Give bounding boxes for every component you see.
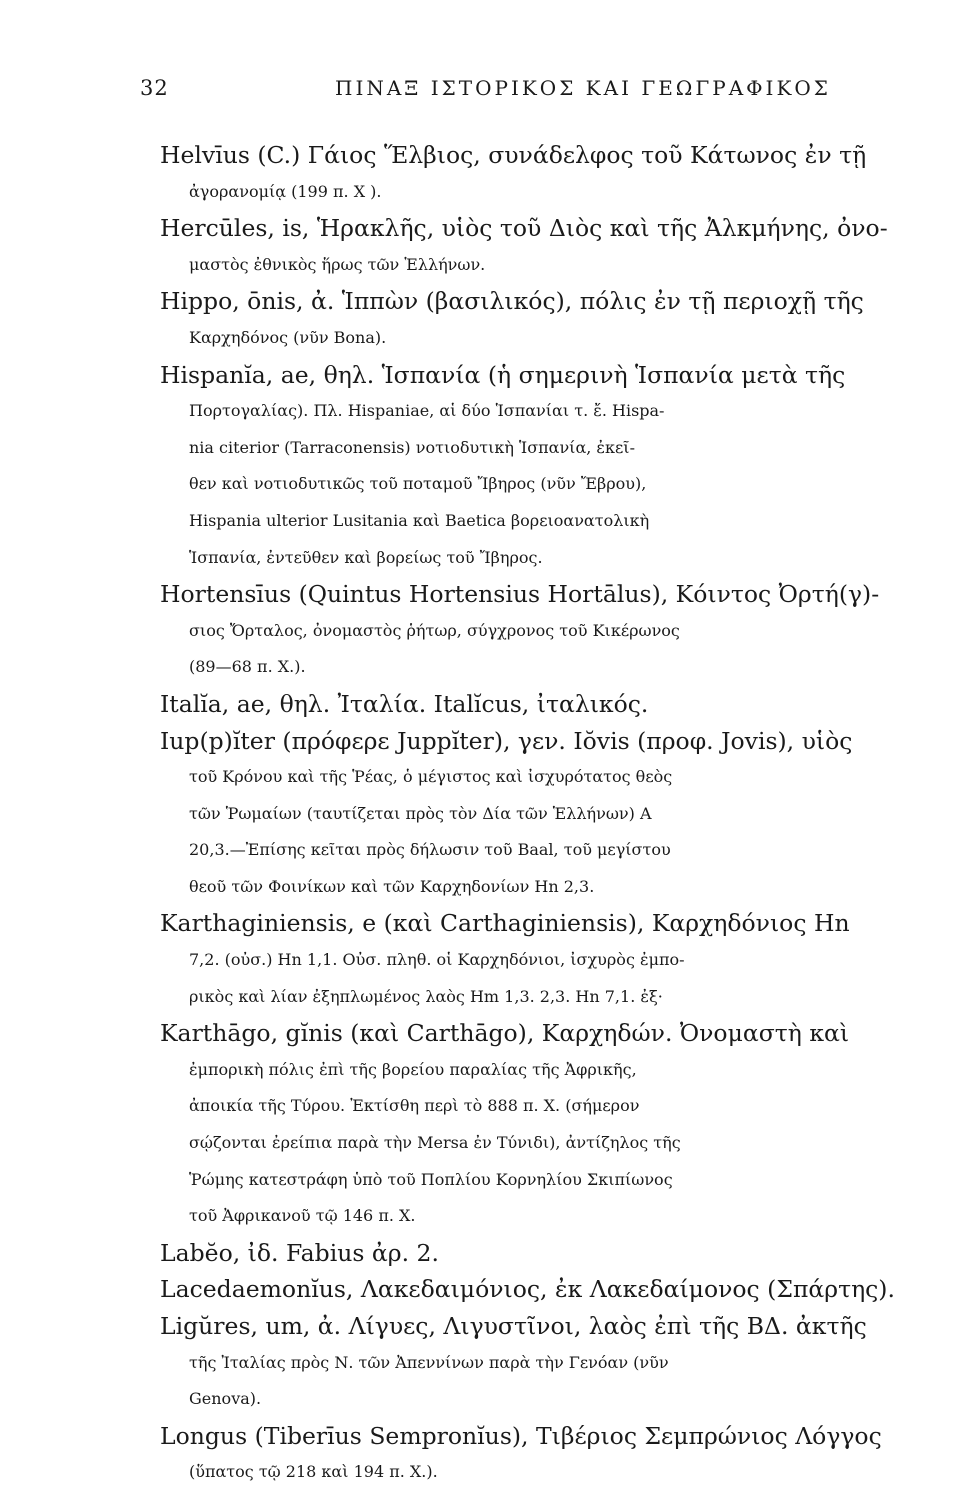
entry-continuation-line: ρικὸς καὶ λίαν ἐξηπλωμένος λαὸς Hm 1,3. 2,3. Hn 7,1. ἐξ· (189, 986, 663, 1006)
glossary-entry (160, 210, 950, 283)
page-number: 32 (140, 76, 169, 100)
glossary-entry (160, 1235, 950, 1272)
entry-continuation-line: Hispania ulterior Lusitania καὶ Baetica βορειοανατολικὴ (189, 510, 650, 530)
entry-continuation-line: Genova). (189, 1389, 262, 1409)
entry-headline: Longus (Tiberīus Sempronĭus), Τιβέριος Σεμπρώνιος Λόγγος (160, 1421, 882, 1450)
entry-continuation-line: τῶν Ῥωμαίων (ταυτίζεται πρὸς τὸν Δία τῶν Ἑλλήνων) Α (189, 803, 652, 823)
entry-continuation-line: nia citerior (Tarraconensis) νοτιοδυτικὴ Ἱσπανία, ἐκεῖ- (189, 437, 635, 457)
entry-continuation-line: ἐμπορικὴ πόλις ἐπὶ τῆς βορείου παραλίας τῆς Ἀφρικῆς, (189, 1059, 637, 1079)
entry-continuation-line: ἀποικία τῆς Τύρου. Ἐκτίσθη περὶ τὸ 888 π. Χ. (σήμερον (189, 1096, 640, 1116)
glossary-entry (160, 283, 950, 356)
entry-continuation-line: Ῥώμης κατεστράφη ὑπὸ τοῦ Ποπλίου Κορνηλίου Σκιπίωνος (189, 1169, 673, 1189)
entry-continuation-line: (ὕπατος τῷ 218 καὶ 194 π. Χ.). (189, 1462, 438, 1482)
glossary-entry (160, 137, 950, 210)
running-title: ΠΙΝΑΞ ΙΣΤΟΡΙΚΟΣ ΚΑΙ ΓΕΩΓΡΑΦΙΚΟΣ (335, 76, 831, 100)
glossary-entry (160, 1015, 950, 1235)
glossary-entry (160, 686, 950, 723)
glossary-entries (160, 137, 950, 1491)
entry-continuation-line: Καρχηδόνος (νῦν Bona). (189, 327, 387, 347)
entry-headline: Hortensīus (Quintus Hortensius Hortālus), Κόιντος Ὀρτή(γ)- (160, 580, 880, 609)
entry-headline: Hippo, ōnis, ἀ. Ἱππὼν (βασιλικός), πόλις ἐν τῇ περιοχῇ τῆς (160, 287, 864, 316)
entry-headline: Italĭa, ae, θηλ. Ἰταλία. Italĭcus, ἰταλικός. (160, 689, 649, 718)
entry-headline: Hercūles, is, Ἡρακλῆς, υἱὸς τοῦ Διὸς καὶ τῆς Ἀλκμήνης, ὀνο- (160, 214, 888, 243)
entry-continuation-line: Πορτογαλίας). Πλ. Hispaniae, αἱ δύο Ἱσπανίαι τ. ἔ. Hispa- (189, 401, 665, 421)
glossary-entry (160, 357, 950, 577)
entry-continuation-line: τοῦ Κρόνου καὶ τῆς Ῥέας, ὁ μέγιστος καὶ ἰσχυρότατος θεὸς (189, 767, 673, 787)
entry-continuation-line: ἀγορανομίᾳ (199 π. Χ ). (189, 181, 382, 201)
entry-continuation-line: τοῦ Ἀφρικανοῦ τῷ 146 π. Χ. (189, 1206, 416, 1226)
entry-continuation-line: τῆς Ἰταλίας πρὸς Ν. τῶν Ἀπεννίνων παρὰ τὴν Γενόαν (νῦν (189, 1352, 669, 1372)
entry-continuation-line: σιος Ὄρταλος, ὀνομαστὸς ῥήτωρ, σύγχρονος τοῦ Κικέρωνος (189, 620, 680, 640)
glossary-entry (160, 905, 950, 1015)
glossary-entry (160, 723, 950, 906)
entry-continuation-line: 7,2. (οὐσ.) Hn 1,1. Οὐσ. πληθ. οἱ Καρχηδόνιοι, ἰσχυρὸς ἐμπο- (189, 950, 685, 970)
entry-continuation-line: Ἱσπανία, ἐντεῦθεν καὶ βορείως τοῦ Ἴβηρος. (189, 547, 543, 567)
entry-headline: Lacedaemonĭus, Λακεδαιμόνιος, ἐκ Λακεδαίμονος (Σπάρτης). (160, 1275, 895, 1304)
entry-continuation-line: σῴζονται ἐρείπια παρὰ τὴν Mersa ἐν Τύνιδι), ἀντίζηλος τῆς (189, 1133, 681, 1153)
entry-continuation-line: μαστὸς ἐθνικὸς ἥρως τῶν Ἑλλήνων. (189, 254, 486, 274)
entry-headline: Iup(p)ĭter (πρόφερε Juppĭter), γεν. Iŏvis (προφ. Jovis), υἱὸς (160, 726, 853, 755)
entry-headline: Hispanĭa, ae, θηλ. Ἱσπανία (ἡ σημερινὴ Ἱσπανία μετὰ τῆς (160, 360, 846, 389)
glossary-entry (160, 1308, 950, 1418)
entry-headline: Helvīus (C.) Γάιος Ἕλβιος, συνάδελφος τοῦ Κάτωνος ἐν τῇ (160, 141, 867, 169)
entry-continuation-line: 20,3.—Ἐπίσης κεῖται πρὸς δήλωσιν τοῦ Baal, τοῦ μεγίστου (189, 840, 671, 860)
running-header (140, 76, 940, 106)
entry-headline: Karthāgo, gĭnis (καὶ Carthāgo), Καρχηδών. Ὀνομαστὴ καὶ (160, 1019, 850, 1048)
entry-headline: Ligŭres, um, ἀ. Λίγυες, Λιγυστῖνοι, λαὸς ἐπὶ τῆς ΒΔ. ἀκτῆς (160, 1312, 867, 1340)
glossary-entry (160, 1271, 950, 1308)
entry-headline: Karthaginiensis, e (καὶ Carthaginiensis), Καρχηδόνιος Hn (160, 909, 850, 938)
entry-headline: Labĕo, ἰδ. Fabius ἀρ. 2. (160, 1238, 439, 1267)
entry-continuation-line: θεν καὶ νοτιοδυτικῶς τοῦ ποταμοῦ Ἴβηρος (νῦν Ἔβρου), (189, 474, 647, 494)
glossary-entry (160, 576, 950, 686)
glossary-entry (160, 1418, 950, 1491)
entry-continuation-line: θεοῦ τῶν Φοινίκων καὶ τῶν Καρχηδονίων Hn 2,3. (189, 876, 595, 896)
entry-continuation-line: (89—68 π. Χ.). (189, 657, 306, 677)
